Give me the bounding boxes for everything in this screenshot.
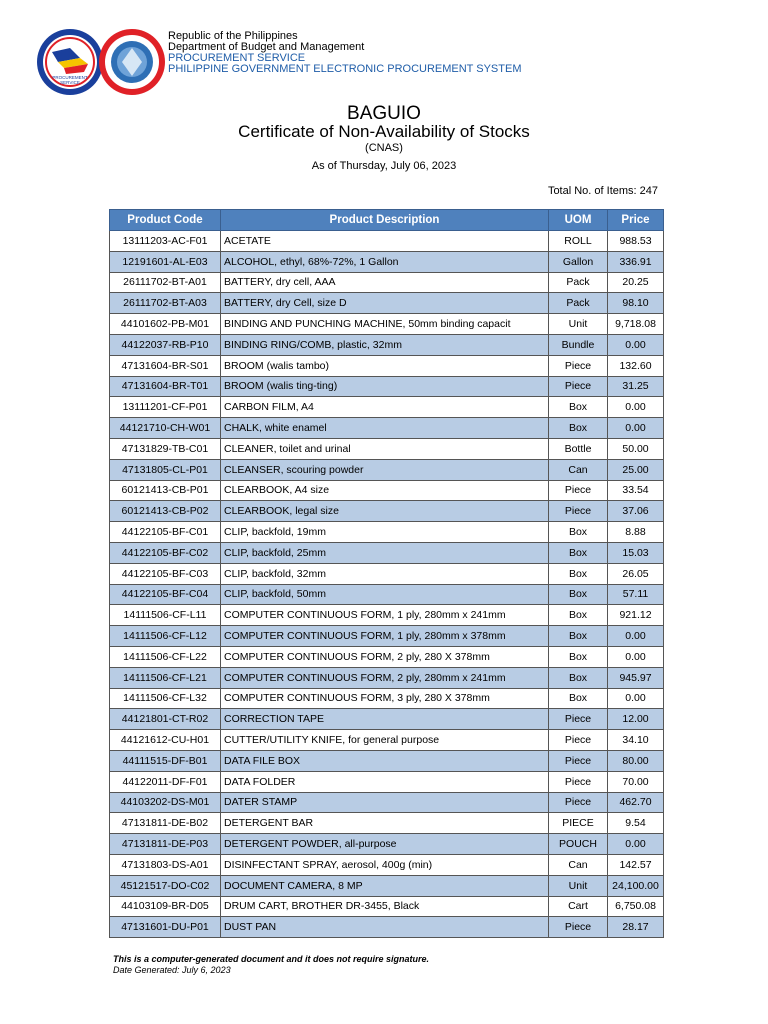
certificate-abbr: (CNAS) <box>365 142 403 154</box>
table-row <box>110 272 664 293</box>
table-row <box>110 542 664 563</box>
cell-uom: Box <box>549 563 608 584</box>
cell-uom: Can <box>549 854 608 875</box>
certificate-title: Certificate of Non-Availability of Stocks <box>238 122 530 141</box>
table-row <box>110 231 664 252</box>
cell-price: 80.00 <box>608 750 664 771</box>
cell-price: 0.00 <box>608 646 664 667</box>
col-product-code: Product Code <box>110 210 221 231</box>
cell-product-code: 14111506-CF-L22 <box>110 646 221 667</box>
table-row <box>110 459 664 480</box>
cell-uom: Piece <box>549 792 608 813</box>
cell-price: 24,100.00 <box>608 875 664 896</box>
cell-price: 132.60 <box>608 355 664 376</box>
cell-product-code: 44122011-DF-F01 <box>110 771 221 792</box>
table-row <box>110 397 664 418</box>
cell-product-description: ALCOHOL, ethyl, 68%-72%, 1 Gallon <box>221 251 549 272</box>
cell-product-code: 47131803-DS-A01 <box>110 854 221 875</box>
cell-price: 0.00 <box>608 626 664 647</box>
cell-product-description: COMPUTER CONTINUOUS FORM, 1 ply, 280mm x 378mm <box>221 626 549 647</box>
cell-uom: Can <box>549 459 608 480</box>
cell-product-code: 44122105-BF-C04 <box>110 584 221 605</box>
table-row <box>110 750 664 771</box>
cell-product-description: DATER STAMP <box>221 792 549 813</box>
cell-product-description: CUTTER/UTILITY KNIFE, for general purpose <box>221 730 549 751</box>
table-row <box>110 896 664 917</box>
table-row <box>110 605 664 626</box>
cell-product-description: CARBON FILM, A4 <box>221 397 549 418</box>
cell-product-code: 14111506-CF-L11 <box>110 605 221 626</box>
cell-price: 142.57 <box>608 854 664 875</box>
cell-product-code: 44121801-CT-R02 <box>110 709 221 730</box>
table-row <box>110 626 664 647</box>
table-row <box>110 418 664 439</box>
logo-text-2: SERVICE <box>60 80 80 85</box>
cell-price: 0.00 <box>608 834 664 855</box>
cell-price: 0.00 <box>608 397 664 418</box>
cell-product-description: CORRECTION TAPE <box>221 709 549 730</box>
col-uom: UOM <box>549 210 608 231</box>
cell-uom: Bundle <box>549 334 608 355</box>
cell-product-code: 44121710-CH-W01 <box>110 418 221 439</box>
cell-uom: Piece <box>549 730 608 751</box>
cell-product-code: 14111506-CF-L32 <box>110 688 221 709</box>
cell-product-code: 14111506-CF-L12 <box>110 626 221 647</box>
cell-price: 28.17 <box>608 917 664 938</box>
cell-product-code: 26111702-BT-A01 <box>110 272 221 293</box>
col-price: Price <box>608 210 664 231</box>
cell-product-code: 26111702-BT-A03 <box>110 293 221 314</box>
cell-product-code: 60121413-CB-P01 <box>110 480 221 501</box>
table-row <box>110 854 664 875</box>
cell-product-code: 47131601-DU-P01 <box>110 917 221 938</box>
table-row <box>110 834 664 855</box>
cell-uom: PIECE <box>549 813 608 834</box>
total-items: Total No. of Items: 247 <box>547 185 658 197</box>
cell-product-code: 14111506-CF-L21 <box>110 667 221 688</box>
header-republic: Republic of the Philippines <box>168 30 298 42</box>
cell-product-code: 44122037-RB-P10 <box>110 334 221 355</box>
cell-product-description: CLEANER, toilet and urinal <box>221 438 549 459</box>
table-row <box>110 438 664 459</box>
cell-product-description: CHALK, white enamel <box>221 418 549 439</box>
cell-uom: Cart <box>549 896 608 917</box>
cell-uom: Bottle <box>549 438 608 459</box>
cell-product-code: 13111201-CF-P01 <box>110 397 221 418</box>
cell-product-description: BINDING RING/COMB, plastic, 32mm <box>221 334 549 355</box>
cell-uom: Box <box>549 418 608 439</box>
cell-price: 26.05 <box>608 563 664 584</box>
table-row <box>110 376 664 397</box>
cell-uom: Piece <box>549 501 608 522</box>
cell-product-code: 47131811-DE-P03 <box>110 834 221 855</box>
cell-product-code: 60121413-CB-P02 <box>110 501 221 522</box>
cell-price: 6,750.08 <box>608 896 664 917</box>
cell-product-description: BROOM (walis ting-ting) <box>221 376 549 397</box>
table-row <box>110 875 664 896</box>
cell-product-description: COMPUTER CONTINUOUS FORM, 3 ply, 280 X 378mm <box>221 688 549 709</box>
cell-product-description: CLIP, backfold, 19mm <box>221 522 549 543</box>
cell-price: 0.00 <box>608 418 664 439</box>
cell-product-description: DATA FOLDER <box>221 771 549 792</box>
cell-price: 462.70 <box>608 792 664 813</box>
cell-product-code: 47131604-BR-T01 <box>110 376 221 397</box>
cell-uom: Pack <box>549 272 608 293</box>
cell-uom: Box <box>549 688 608 709</box>
cell-product-code: 44103202-DS-M01 <box>110 792 221 813</box>
cell-uom: Box <box>549 397 608 418</box>
cell-product-code: 47131811-DE-B02 <box>110 813 221 834</box>
cell-uom: Unit <box>549 314 608 335</box>
cell-product-description: CLIP, backfold, 50mm <box>221 584 549 605</box>
table-row <box>110 813 664 834</box>
date-generated: Date Generated: July 6, 2023 <box>113 965 231 975</box>
table-row <box>110 293 664 314</box>
cell-price: 15.03 <box>608 542 664 563</box>
cell-price: 70.00 <box>608 771 664 792</box>
cell-uom: Box <box>549 605 608 626</box>
cell-product-code: 44101602-PB-M01 <box>110 314 221 335</box>
cell-uom: ROLL <box>549 231 608 252</box>
cell-price: 0.00 <box>608 688 664 709</box>
table-row <box>110 730 664 751</box>
cell-uom: Piece <box>549 480 608 501</box>
cell-uom: POUCH <box>549 834 608 855</box>
cell-uom: Gallon <box>549 251 608 272</box>
cell-price: 34.10 <box>608 730 664 751</box>
header-philgeps: PHILIPPINE GOVERNMENT ELECTRONIC PROCUREMENT SYSTEM <box>168 63 522 75</box>
table-row <box>110 501 664 522</box>
cell-price: 921.12 <box>608 605 664 626</box>
cell-product-code: 44122105-BF-C03 <box>110 563 221 584</box>
cell-price: 37.06 <box>608 501 664 522</box>
cell-product-description: COMPUTER CONTINUOUS FORM, 1 ply, 280mm x 241mm <box>221 605 549 626</box>
cell-uom: Unit <box>549 875 608 896</box>
table-row <box>110 480 664 501</box>
cell-product-code: 44121612-CU-H01 <box>110 730 221 751</box>
cell-uom: Box <box>549 522 608 543</box>
table-row <box>110 355 664 376</box>
table-row <box>110 314 664 335</box>
cell-uom: Piece <box>549 771 608 792</box>
table-row <box>110 771 664 792</box>
cell-product-code: 13111203-AC-F01 <box>110 231 221 252</box>
cell-product-description: DISINFECTANT SPRAY, aerosol, 400g (min) <box>221 854 549 875</box>
cell-product-code: 47131829-TB-C01 <box>110 438 221 459</box>
table-header-row <box>110 210 664 231</box>
cell-uom: Piece <box>549 917 608 938</box>
cell-uom: Box <box>549 667 608 688</box>
cell-product-description: COMPUTER CONTINUOUS FORM, 2 ply, 280 X 378mm <box>221 646 549 667</box>
cell-product-description: BATTERY, dry Cell, size D <box>221 293 549 314</box>
cell-price: 988.53 <box>608 231 664 252</box>
cell-product-description: CLEARBOOK, A4 size <box>221 480 549 501</box>
cell-product-description: DETERGENT POWDER, all-purpose <box>221 834 549 855</box>
cell-product-description: DOCUMENT CAMERA, 8 MP <box>221 875 549 896</box>
cell-product-code: 44103109-BR-D05 <box>110 896 221 917</box>
cell-uom: Piece <box>549 750 608 771</box>
cell-product-description: CLIP, backfold, 25mm <box>221 542 549 563</box>
cell-product-code: 44122105-BF-C02 <box>110 542 221 563</box>
cell-product-description: DATA FILE BOX <box>221 750 549 771</box>
cell-uom: Piece <box>549 355 608 376</box>
table-row <box>110 251 664 272</box>
cell-uom: Box <box>549 584 608 605</box>
cell-product-description: BATTERY, dry cell, AAA <box>221 272 549 293</box>
computer-generated-note: This is a computer-generated document and it does not require signature. <box>113 954 430 964</box>
table-row <box>110 522 664 543</box>
cell-price: 33.54 <box>608 480 664 501</box>
cell-uom: Box <box>549 542 608 563</box>
table-row <box>110 584 664 605</box>
cell-price: 31.25 <box>608 376 664 397</box>
cell-product-code: 47131805-CL-P01 <box>110 459 221 480</box>
cell-uom: Box <box>549 646 608 667</box>
cell-product-description: DUST PAN <box>221 917 549 938</box>
cell-product-description: BINDING AND PUNCHING MACHINE, 50mm binding capacit <box>221 314 549 335</box>
cell-price: 98.10 <box>608 293 664 314</box>
cell-price: 9,718.08 <box>608 314 664 335</box>
table-row <box>110 334 664 355</box>
table-row <box>110 646 664 667</box>
cell-price: 20.25 <box>608 272 664 293</box>
cell-product-description: DETERGENT BAR <box>221 813 549 834</box>
cell-product-code: 47131604-BR-S01 <box>110 355 221 376</box>
cell-price: 25.00 <box>608 459 664 480</box>
city-title: BAGUIO <box>347 103 421 124</box>
cell-price: 9.54 <box>608 813 664 834</box>
cell-product-description: CLIP, backfold, 32mm <box>221 563 549 584</box>
cell-product-description: COMPUTER CONTINUOUS FORM, 2 ply, 280mm x 241mm <box>221 667 549 688</box>
cell-price: 50.00 <box>608 438 664 459</box>
cell-product-description: CLEARBOOK, legal size <box>221 501 549 522</box>
cell-uom: Piece <box>549 709 608 730</box>
cell-uom: Pack <box>549 293 608 314</box>
header-department: Department of Budget and Management <box>168 41 365 53</box>
table-row <box>110 709 664 730</box>
table-row <box>110 563 664 584</box>
cell-price: 12.00 <box>608 709 664 730</box>
col-product-description: Product Description <box>221 210 549 231</box>
cell-price: 8.88 <box>608 522 664 543</box>
cell-price: 945.97 <box>608 667 664 688</box>
cell-price: 336.91 <box>608 251 664 272</box>
cell-product-description: BROOM (walis tambo) <box>221 355 549 376</box>
header-procurement-service: PROCUREMENT SERVICE <box>168 52 306 64</box>
cell-product-code: 12191601-AL-E03 <box>110 251 221 272</box>
table-row <box>110 688 664 709</box>
agency-header <box>168 31 521 75</box>
table-row <box>110 667 664 688</box>
cell-product-code: 45121517-DO-C02 <box>110 875 221 896</box>
cell-product-description: DRUM CART, BROTHER DR-3455, Black <box>221 896 549 917</box>
cell-price: 0.00 <box>608 334 664 355</box>
table-row <box>110 792 664 813</box>
cell-product-description: CLEANSER, scouring powder <box>221 459 549 480</box>
logo-text-1: PROCUREMENT <box>52 75 88 80</box>
stocks-table <box>109 209 664 938</box>
as-of-date: As of Thursday, July 06, 2023 <box>311 160 457 172</box>
cell-uom: Piece <box>549 376 608 397</box>
cell-uom: Box <box>549 626 608 647</box>
table-row <box>110 917 664 938</box>
cell-product-code: 44122105-BF-C01 <box>110 522 221 543</box>
cell-product-description: ACETATE <box>221 231 549 252</box>
cell-product-code: 44111515-DF-B01 <box>110 750 221 771</box>
cell-price: 57.11 <box>608 584 664 605</box>
